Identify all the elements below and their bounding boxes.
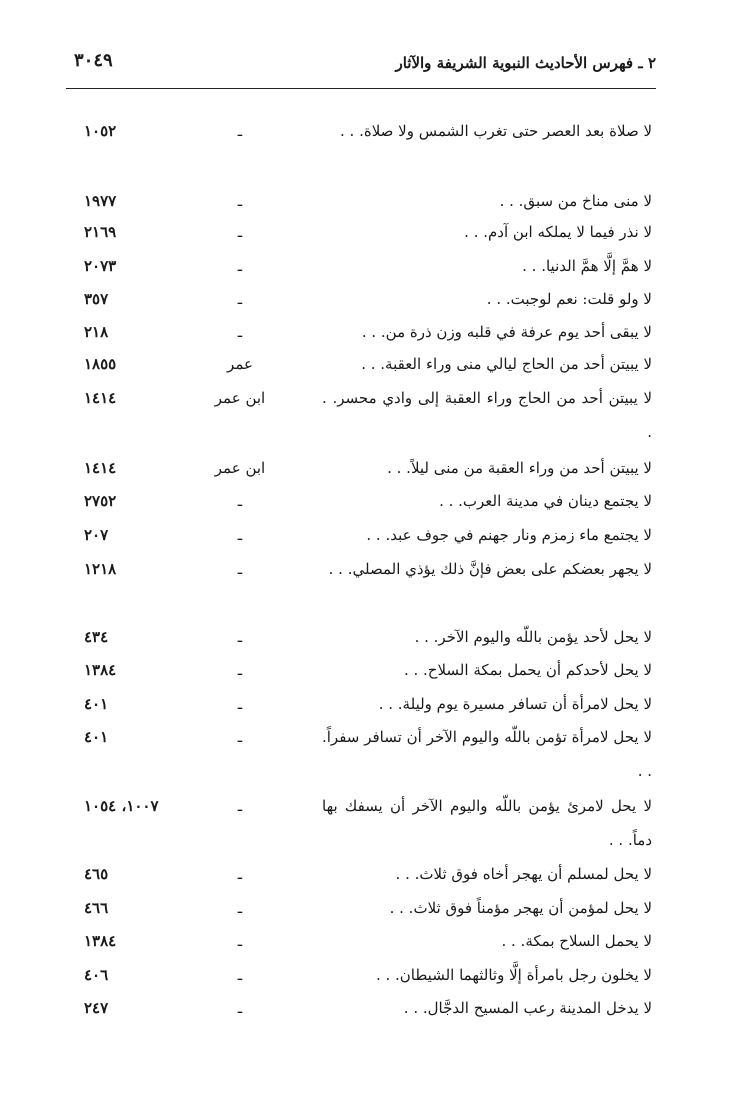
hadith-number: ٣٥٧ (84, 290, 109, 308)
hadith-text: لا منى مناخ من سبق. . . (499, 192, 652, 210)
running-title: ٢ ـ فهرس الأحاديث النبوية الشريفة والآثار (395, 54, 656, 72)
narrator: ـ (237, 526, 243, 544)
hadith-text: لا يبيتن أحد من وراء العقبة من منى ليلاً. . . (387, 459, 652, 477)
narrator: ـ (237, 192, 243, 210)
hadith-text: لا نذر فيما لا يملكه ابن آدم. . . (464, 223, 652, 241)
hadith-number: ١٤١٤ (84, 459, 117, 477)
hadith-number: ٤٠١ (84, 728, 109, 746)
hadith-number: ٢١٨ (84, 323, 109, 341)
hadith-text: لا يحل لمؤمن أن يهجر مؤمناً فوق ثلاث. . . (389, 899, 652, 917)
hadith-text: لا همَّ إلَّا همَّ الدنيا. . . (522, 257, 652, 275)
hadith-text: لا يحل لأحد يؤمن باللّه واليوم الآخر. . . (414, 628, 652, 646)
hadith-number: ١٠٠٧، ١٠٥٤ (84, 797, 159, 815)
page-number: ٣٠٤٩ (74, 50, 113, 71)
hadith-number: ٤٦٥ (84, 865, 109, 883)
page-header (66, 48, 656, 89)
hadith-number: ٤٠١ (84, 695, 109, 713)
hadith-number: ٢٧٥٢ (84, 492, 117, 510)
hadith-number: ٢٠٧٣ (84, 257, 117, 275)
hadith-number: ١٤١٤ (84, 389, 117, 407)
hadith-text: لا يبقى أحد يوم عرفة في قلبه وزن ذرة من. . . (361, 323, 652, 341)
narrator: ـ (237, 661, 243, 679)
narrator: ابن عمر (214, 389, 266, 407)
hadith-number: ٤٠٦ (84, 966, 109, 984)
narrator: ـ (237, 257, 243, 275)
narrator: ـ (237, 728, 243, 746)
hadith-number: ١٨٥٥ (84, 355, 117, 373)
hadith-text: لا يحمل السلاح بمكة. . . (501, 932, 652, 950)
narrator: ـ (237, 223, 243, 241)
hadith-text: لا يجتمع دينان في مدينة العرب. . . (439, 492, 652, 510)
narrator: ـ (237, 966, 243, 984)
hadith-text: لا يحل لمسلم أن يهجر أخاه فوق ثلاث. . . (395, 865, 652, 883)
hadith-text: لا يبيتن أحد من الحاج ليالي منى وراء العقبة. . . (361, 355, 652, 373)
hadith-number: ٢١٦٩ (84, 223, 117, 241)
narrator: ـ (237, 323, 243, 341)
narrator: ـ (237, 122, 243, 140)
hadith-number: ٢٠٧ (84, 526, 109, 544)
hadith-number: ١٩٧٧ (84, 192, 117, 210)
narrator: ـ (237, 695, 243, 713)
narrator: ـ (237, 492, 243, 510)
hadith-text: لا يدخل المدينة رعب المسيح الدجَّال. . . (403, 999, 652, 1017)
hadith-text: لا يبيتن أحد من الحاج وراء العقبة إلى وادي محسر. . . (322, 389, 652, 441)
narrator: ـ (237, 865, 243, 883)
hadith-text: لا يخلون رجل بامرأة إلَّا وثالثهما الشيطان. . . (375, 966, 652, 984)
narrator: ابن عمر (214, 459, 266, 477)
hadith-number: ١٣٨٤ (84, 661, 117, 679)
hadith-text: لا صلاة بعد العصر حتى تغرب الشمس ولا صلاة. . . (340, 122, 652, 140)
hadith-text: لا يحل لامرأة تؤمن باللّه واليوم الآخر أن تسافر سفراً. . . (322, 728, 652, 780)
narrator: ـ (237, 899, 243, 917)
hadith-text: لا يحل لامرئ يؤمن باللّه واليوم الآخر أن يسفك بها دماً. . . (322, 797, 652, 849)
narrator: ـ (237, 932, 243, 950)
narrator: عمر (227, 355, 253, 373)
hadith-text: لا يحل لأحدكم أن يحمل بمكة السلاح. . . (403, 661, 652, 679)
hadith-number: ١٢١٨ (84, 560, 117, 578)
hadith-text: لا يجتمع ماء زمزم ونار جهنم في جوف عبد. . . (366, 526, 652, 544)
hadith-number: ١٣٨٤ (84, 932, 117, 950)
hadith-text: لا يجهر بعضكم على بعض فإنَّ ذلك يؤذي المصلي. . . (328, 560, 652, 578)
narrator: ـ (237, 560, 243, 578)
hadith-text: لا ولو قلت: نعم لوجبت. . . (486, 290, 652, 308)
narrator: ـ (237, 290, 243, 308)
hadith-number: ١٠٥٢ (84, 122, 117, 140)
narrator: ـ (237, 999, 243, 1017)
hadith-number: ٤٣٤ (84, 628, 109, 646)
hadith-number: ٢٤٧ (84, 999, 109, 1017)
hadith-number: ٤٦٦ (84, 899, 109, 917)
narrator: ـ (237, 628, 243, 646)
narrator: ـ (237, 797, 243, 815)
hadith-text: لا يحل لامرأة أن تسافر مسيرة يوم وليلة. . . (378, 695, 652, 713)
